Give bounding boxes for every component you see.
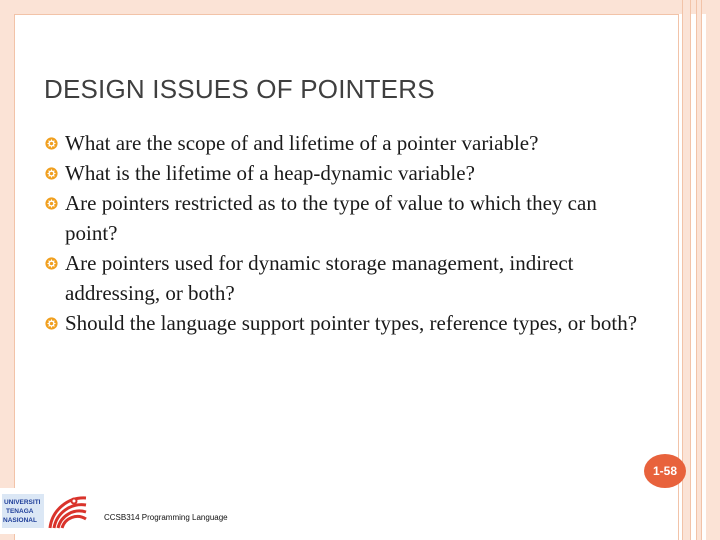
bullet-list [44,128,644,338]
bullet-item [44,248,644,308]
frame-left-border [0,0,14,540]
logo-text: UNIVERSITI [4,499,41,506]
gear-icon [44,166,59,181]
bullet-text: Should the language support pointer types, reference types, or both? [65,311,638,335]
bullet-text: Are pointers restricted as to the type of value to which they can point? [65,191,597,245]
frame-right-band [706,0,720,540]
bullet-text: What are the scope of and lifetime of a pointer variable? [65,131,539,155]
bullet-item [44,188,644,248]
page-number-badge: 1-58 [644,454,686,488]
bullet-item [44,128,644,158]
bullet-item [44,158,644,188]
frame-top-border [0,0,720,14]
gear-icon [44,136,59,151]
gear-icon [44,196,59,211]
bullet-text: Are pointers used for dynamic storage management, indirect addressing, or both? [65,251,574,305]
bullet-text: What is the lifetime of a heap-dynamic variable? [65,161,475,185]
frame-right-band [682,0,691,540]
gear-icon [44,256,59,271]
logo-text: NASIONAL [3,517,37,524]
logo-text: TENAGA [6,508,34,515]
footer-text: CCSB314 Programming Language [104,513,228,522]
frame-right-band [696,0,702,540]
bullet-item [44,308,644,338]
gear-icon [44,316,59,331]
university-logo [0,488,90,534]
slide-title: DESIGN ISSUES OF POINTERS [44,74,435,104]
